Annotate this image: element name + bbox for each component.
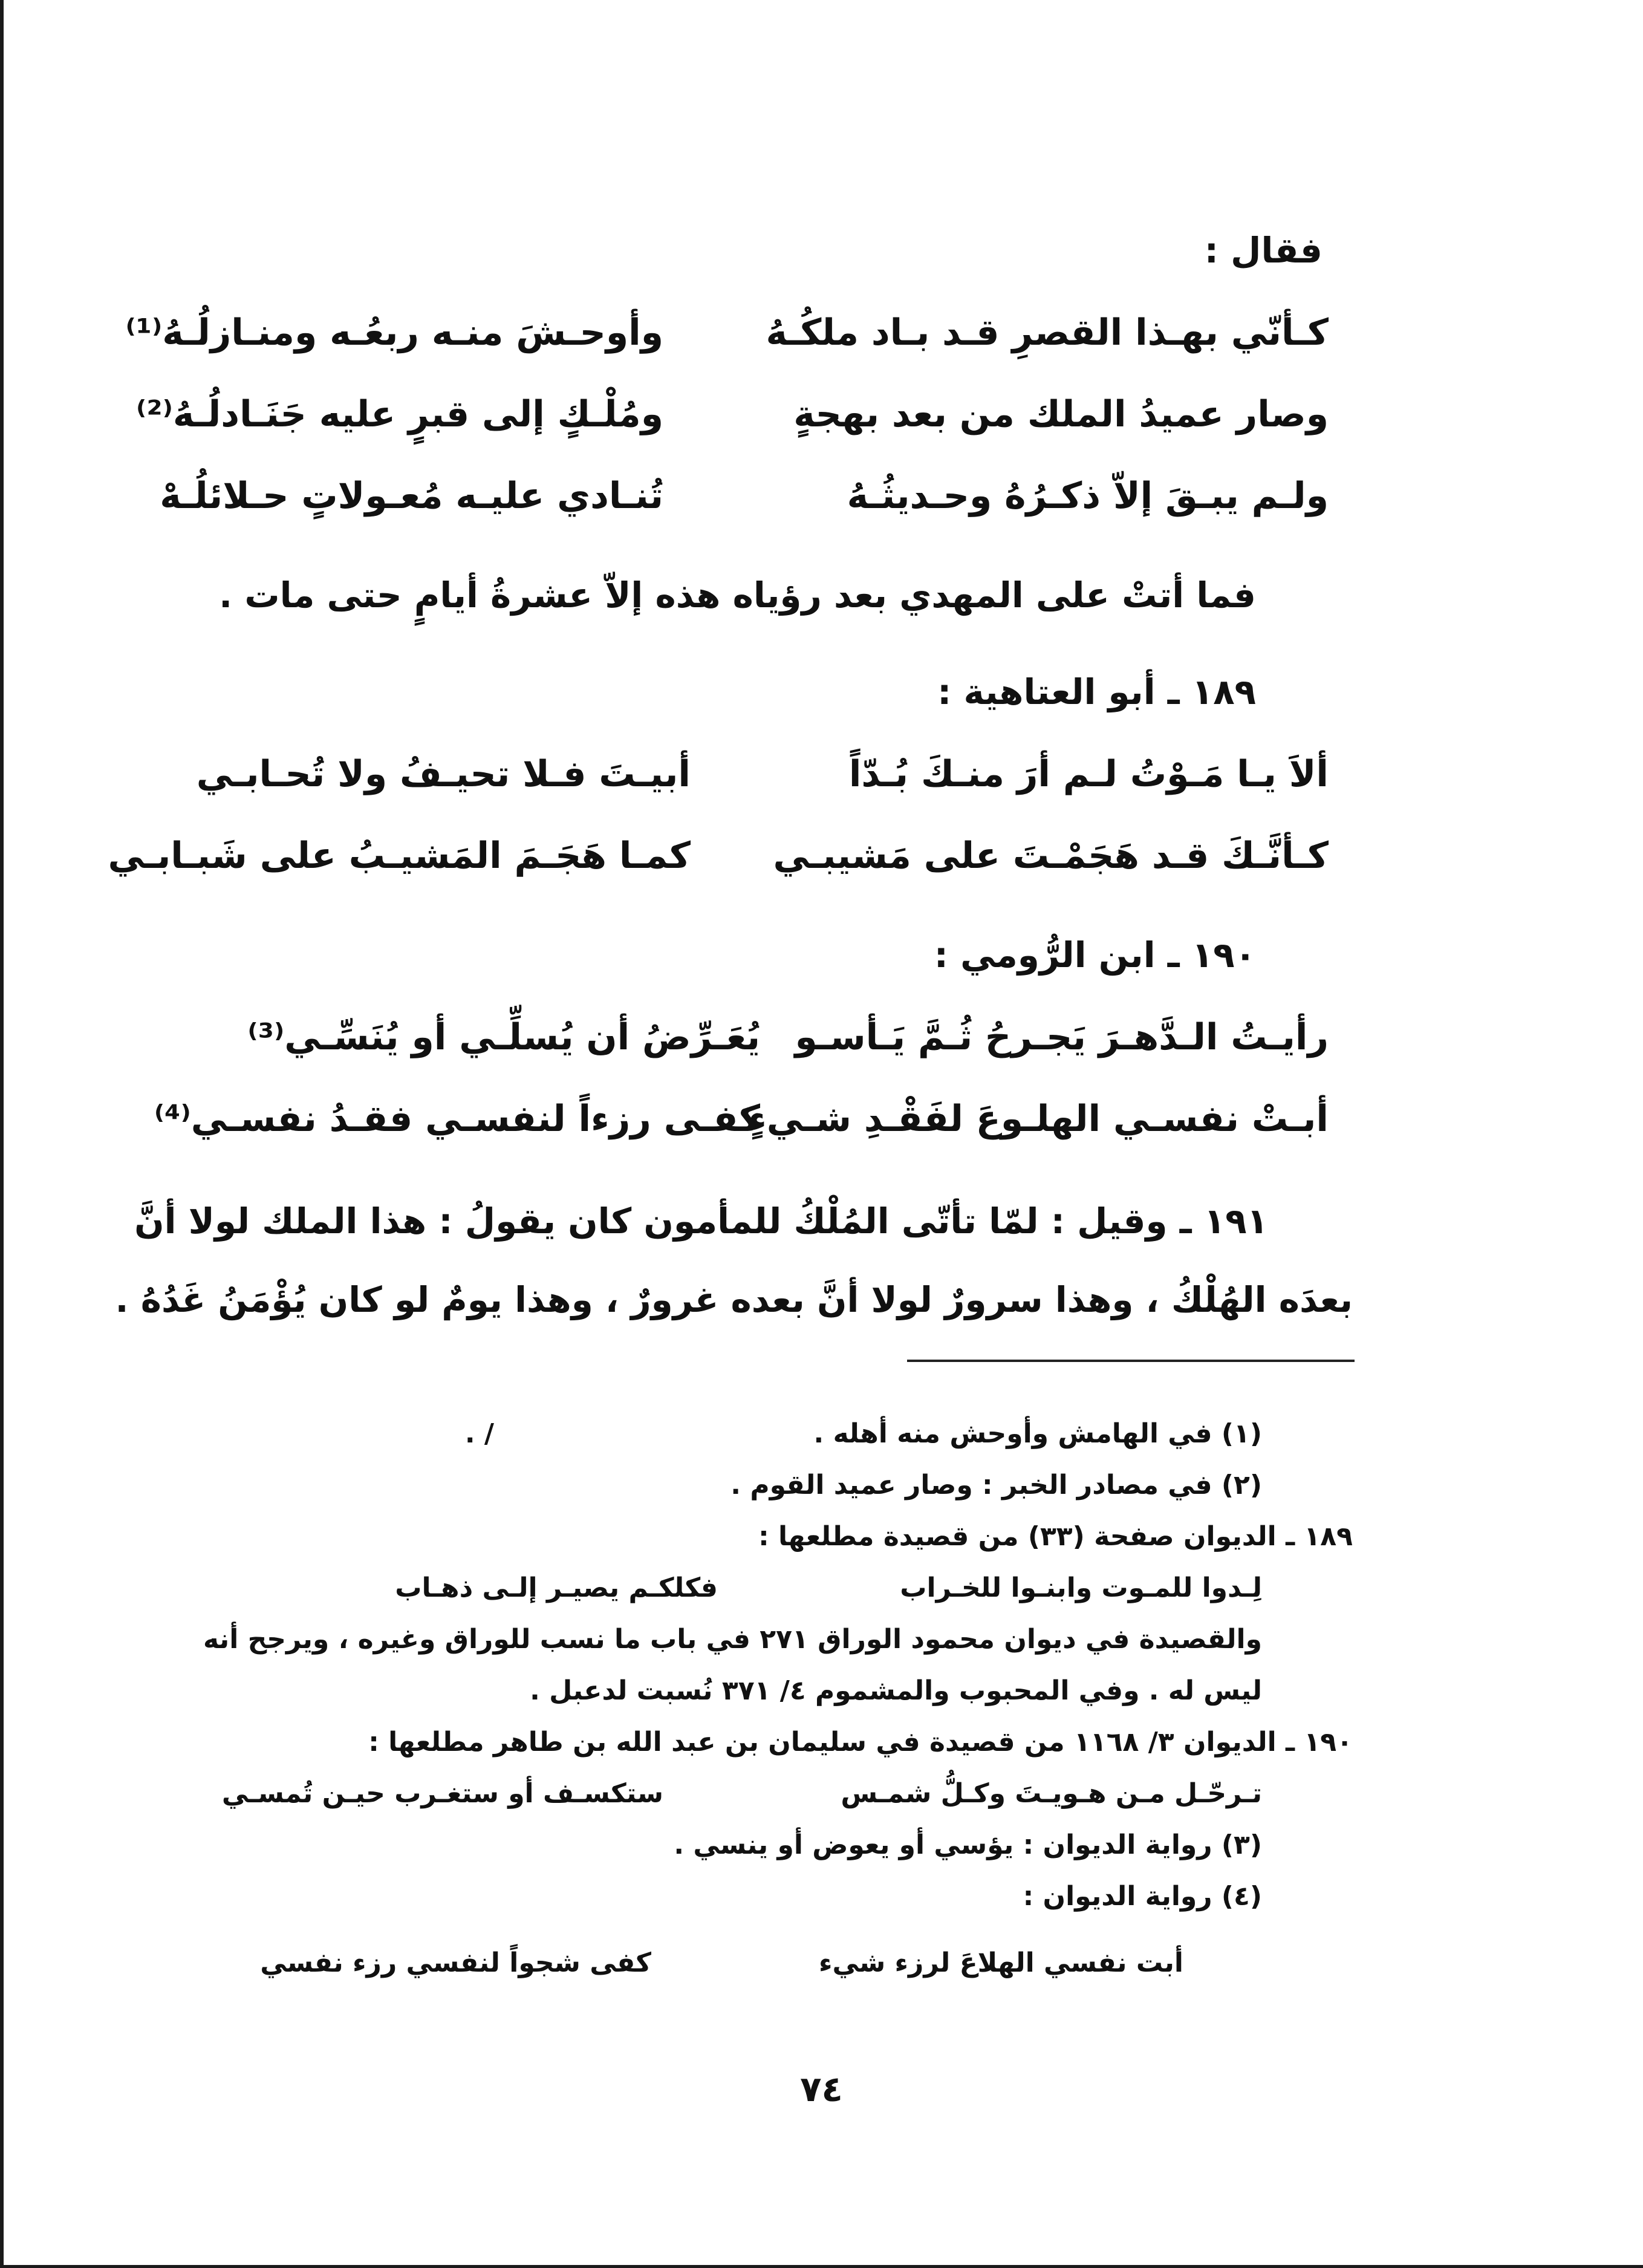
page-number: ٧٤	[800, 2068, 843, 2110]
entry-191-line2: بعدَه الهُلْكُ ، وهذا سرورٌ لولا أنَّ بعده غرورٌ ، وهذا يومٌ لو كان يُؤْمَنُ غَدُهُ .	[115, 1279, 1353, 1320]
poem2-line1-left: أبيـتَ فـلا تحيـفُ ولا تُحـابـي	[196, 753, 691, 795]
footnote-2: (٢) في مصادر الخبر : وصار عميد القوم .	[730, 1470, 1262, 1501]
poem2-line2-right: كـأنَّـكَ قـد هَجَمْـتَ على مَشيبـي	[773, 835, 1329, 877]
entry-189-heading: ١٨٩ ـ أبو العتاهية :	[937, 671, 1256, 712]
poem1-line3-right: ولـم يبـقَ إلاّ ذكـرُهُ وحـديثُـهُ	[847, 475, 1329, 517]
poem1-line2-right: وصار عميدُ الملك من بعد بهجةٍ	[793, 393, 1329, 435]
entry-191-line1: ١٩١ ـ وقيل : لمّا تأتّى المُلْكُ للمأمون كان يقولُ : هذا الملك لولا أنَّ	[134, 1201, 1268, 1242]
footnote-189-verse-right: لِـدوا للمـوت وابنـوا للخـراب	[900, 1572, 1262, 1603]
footnote-189-line2: والقصيدة في ديوان محمود الوراق ٢٧١ في باب ما نسب للوراق وغيره ، ويرجح أنه	[203, 1624, 1262, 1655]
poem3-line2-left: كفـى رزءاً لنفسـي فقـدُ نفسـي⁽⁴⁾	[154, 1098, 760, 1140]
footnote-190-verse-right: تـرحّـل مـن هـويـتَ وكـلُّ شمـس	[841, 1778, 1262, 1809]
footnote-1: (١) في الهامش وأوحش منه أهله .	[813, 1418, 1262, 1449]
bottom-border	[0, 2265, 1643, 2268]
footnote-4-verse-right: أبت نفسي الهلاعَ لرزء شيء	[818, 1947, 1183, 1978]
poem3-line1-right: رأيـتُ الـدَّهـرَ يَجـرحُ ثُـمَّ يَـأسـو	[795, 1016, 1329, 1058]
footnote-189-line3: ليس له . وفي المحبوب والمشموم ٤/ ٣٧١ نُسبت لدعبل .	[530, 1675, 1262, 1706]
footnote-189-heading: ١٨٩ ـ الديوان صفحة (٣٣) من قصيدة مطلعها :	[758, 1521, 1353, 1552]
footnote-4: (٤) رواية الديوان :	[1023, 1881, 1262, 1912]
poem1-line1-left: وأوحـشَ منـه ربعُـه ومنـازلُـهُ⁽¹⁾	[125, 311, 663, 354]
footnote-189-verse-left: فكلكـم يصيـر إلـى ذهـاب	[395, 1572, 718, 1603]
intro-text: فقال :	[1204, 230, 1323, 271]
footnote-190-verse-left: ستكسـف أو ستغـرب حيـن تُمسـي	[221, 1778, 663, 1809]
left-border	[0, 0, 4, 2268]
footnote-3: (٣) رواية الديوان : يؤسي أو يعوض أو ينسي .	[674, 1830, 1262, 1860]
entry-190-heading: ١٩٠ ـ ابن الرُّومي :	[934, 934, 1256, 976]
poem1-line3-left: تُنـادي عليـه مُعـولاتٍ حـلائلُـهْ	[160, 475, 663, 517]
footnote-4-verse-left: كفى شجواً لنفسي رزء نفسي	[260, 1947, 651, 1978]
poem3-line1-left: يُعَـرِّضُ أن يُسلِّـي أو يُنَسِّـي⁽³⁾	[247, 1016, 760, 1058]
footnote-separator	[907, 1360, 1355, 1362]
poem2-line1-right: ألاَ يـا مَـوْتُ لـم أرَ منـكَ بُـدّاً	[848, 753, 1329, 795]
after-poem1-text: فما أتتْ على المهدي بعد رؤياه هذه إلاّ عشرةُ أيامٍ حتى مات .	[219, 575, 1256, 616]
stray-mark: / .	[464, 1418, 494, 1449]
footnote-190-heading: ١٩٠ ـ الديوان ٣/ ١١٦٨ من قصيدة في سليمان بن عبد الله بن طاهر مطلعها :	[368, 1727, 1353, 1758]
poem3-line2-right: أبـتْ نفسـي الهلـوعَ لفَقْـدِ شـيءٍ	[748, 1098, 1329, 1140]
poem2-line2-left: كمـا هَجَـمَ المَشيـبُ على شَبـابـي	[108, 835, 691, 877]
poem1-line1-right: كـأنّي بهـذا القصرِ قـد بـاد ملكُـهُ	[766, 311, 1329, 354]
poem1-line2-left: ومُلْـكٍ إلى قبرٍ عليه جَنَـادلُـهُ⁽²⁾	[136, 393, 663, 435]
